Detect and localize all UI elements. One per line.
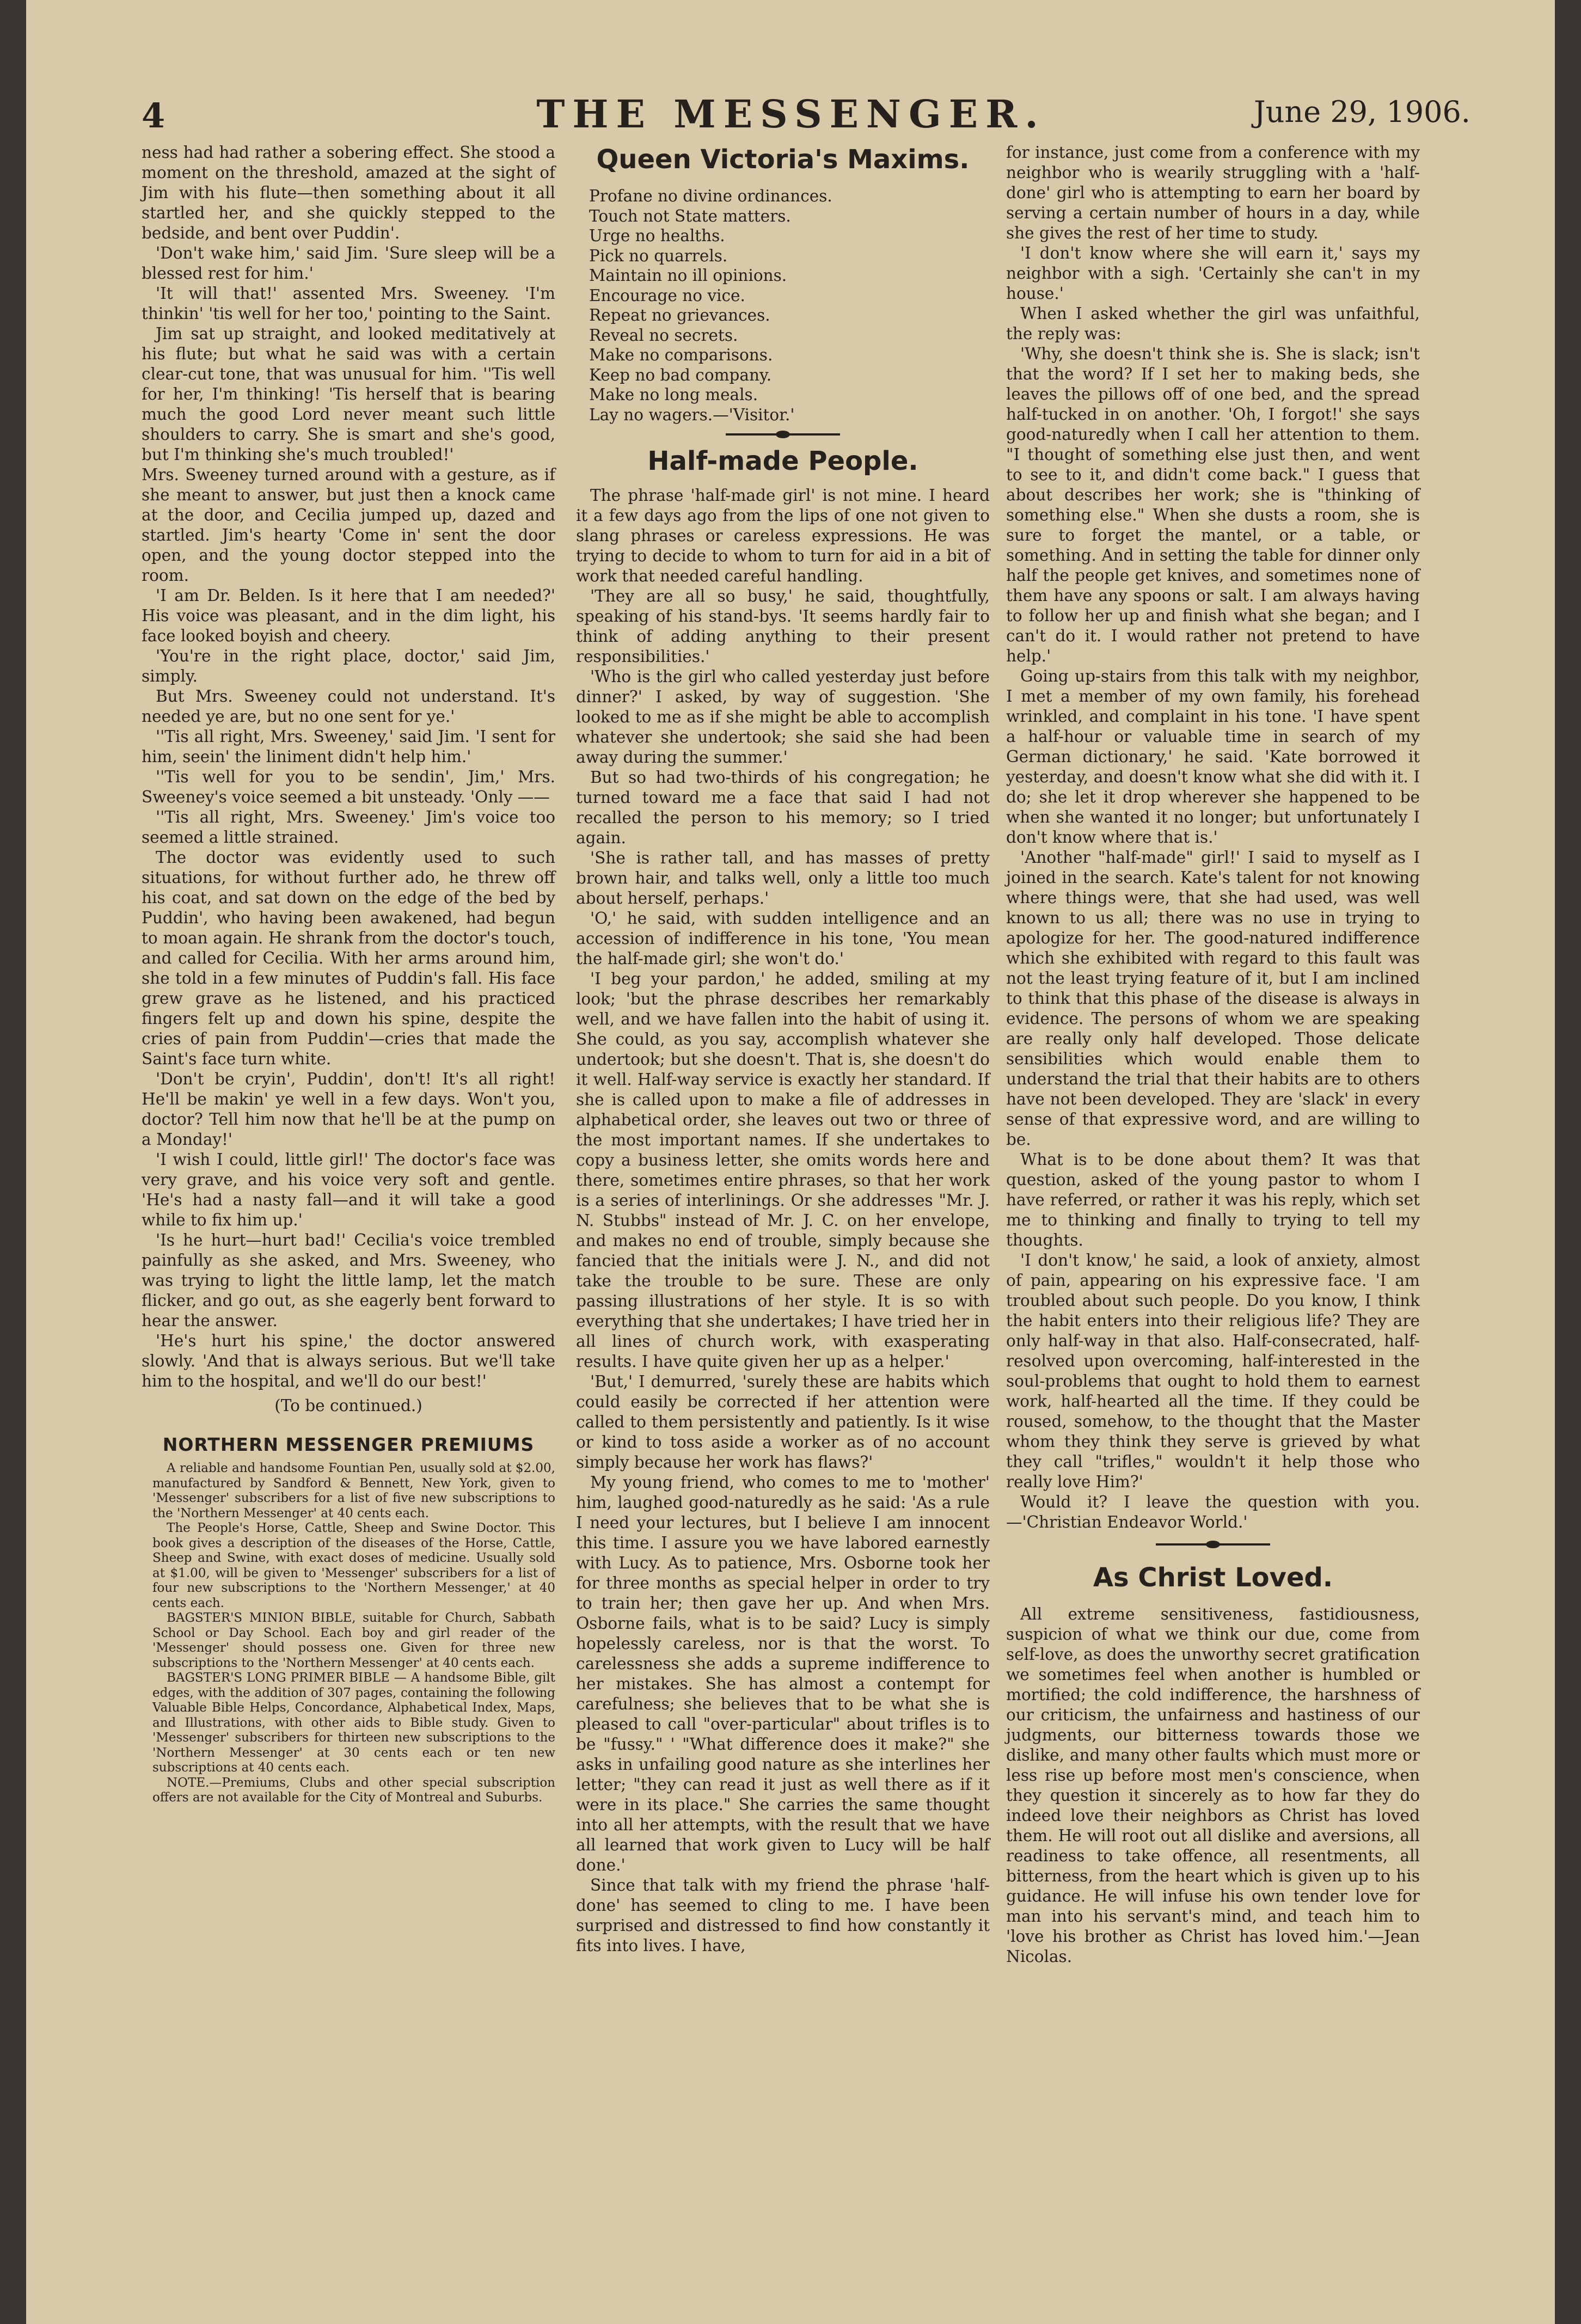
article-paragraph: 'Who is the girl who called yesterday just before dinner?' I asked, by way of suggestion. 'She looked to me as if she might be able to accomplish whatever she undertook; she said she had been away during the summer.' [576, 667, 990, 767]
column-2 [576, 143, 990, 1956]
to-be-continued: (To be continued.) [274, 1396, 422, 1415]
premium-item: BAGSTER'S LONG PRIMER BIBLE — A handsome Bible, gilt edges, with the addition of 307 pages, containing the following Valuable Bible Helps, Concordance, Alphabetical Index, Maps, and Illustrations, with other aids to Bible study. Given to 'Messenger' subscribers for thirteen new subscriptions to the 'Northern Messenger' at 30 cents each or ten new subscriptions at 40 cents each. [152, 1671, 555, 1775]
article-paragraph: 'O,' he said, with sudden intelligence and an accession of indifference in his tone, 'You mean the half-made girl; she won't do.' [576, 909, 990, 968]
article-paragraph: Would it? I leave the question with you. —'Christian Endeavor World.' [1006, 1493, 1420, 1531]
maxim-line: Encourage no vice. [589, 286, 745, 305]
story-paragraph: ''Tis all right, Mrs. Sweeney,' said Jim. 'I sent for him, seein' the liniment didn't help him.' [142, 727, 555, 766]
article-paragraph: 'Another "half-made" girl!' I said to myself as I joined in the search. Kate's talent for not knowing where things were, that she had used, was well known to us all; there was no use in trying to apologize for her. The good-natured indifference which she exhibited with regard to this fault was not the least trying feature of it, but I am inclined to think that this phase of the disease is always in evidence. The persons of whom we are speaking are really only half developed. Those delicate sensibilities which would enable them to understand the trial that their habits are to others have not been developed. They are 'slack' in every sense of that expressive word, and are willing to be. [1006, 848, 1420, 1149]
article-paragraph: 'I don't know,' he said, a look of anxiety, almost of pain, appearing on his expressive face. 'I am troubled about such people. Do you know, I think the habit enters into their religious life? They are only half-way in that also. Half-consecrated, half-resolved upon overcoming, half-interested in the soul-problems that ought to hold them to earnest work, half-hearted all the time. If they could be roused, somehow, to the thought that the Master whom they think they serve is grieved by what they call "trifles," wouldn't it help those who really love Him?' [1006, 1251, 1420, 1491]
maxim-line: Touch not State matters. [589, 206, 791, 225]
maxims-heading: Queen Victoria's Maxims. [596, 144, 970, 175]
story-paragraph: 'It will that!' assented Mrs. Sweeney. 'I'm thinkin' 'tis well for her too,' pointing to the Saint. [142, 284, 555, 323]
article-paragraph: 'Why, she doesn't think she is. She is slack; isn't that the word? If I set her to making beds, she leaves the pillows off of one bed, and the spread half-tucked in on another. 'Oh, I forgot!' she says good-naturedly when I call her attention to them. "I thought of something else just then, and went to see to it, and didn't come back." I guess that about describes her work; she is "thinking of something else." When she dusts a room, she is sure to forget the mantel, or a table, or something. And in setting the table for dinner only half the people get knives, and sometimes none of them have any spoons or salt. I am always having to follow her up and finish what she began; and I can't do it. I would rather not pretend to have help.' [1006, 345, 1420, 665]
maxim-line: Keep no bad company. [589, 365, 772, 384]
article-paragraph: Since that talk with my friend the phrase 'half-done' has seemed to cling to me. I have been surprised and distressed to find how constantly it fits into lives. I have, [576, 1876, 990, 1955]
newspaper-page [26, 0, 1555, 2324]
story-paragraph: 'I am Dr. Belden. Is it here that I am needed?' His voice was pleasant, and in the dim light, his face looked boyish and cheery. [142, 586, 555, 645]
story-paragraph: 'I wish I could, little girl!' The doctor's face was very grave, and his voice very soft and gentle. 'He's had a nasty fall—and it will take a good while to fix him up.' [142, 1150, 555, 1229]
maxim-line: Make no comparisons. [589, 346, 773, 364]
story-paragraph: ''Tis all right, Mrs. Sweeney.' Jim's voice too seemed a little strained. [142, 808, 555, 847]
story-paragraph: ''Tis well for you to be sendin', Jim,' Mrs. Sweeney's voice seemed a bit unsteady. 'Only —— [142, 768, 555, 806]
maxim-line: Make no long meals. [589, 385, 758, 404]
issue-date: June 29, 1906. [1254, 95, 1470, 129]
premium-item: BAGSTER'S MINION BIBLE, suitable for Church, Sabbath School or Day School. Each boy and girl reader of the 'Messenger' should possess one. Given for three new subscriptions to the 'Northern Messenger' at 40 cents each. [152, 1611, 555, 1670]
article-paragraph: 'I beg your pardon,' he added, smiling at my look; 'but the phrase describes her remarkably well, and we have fallen into the habit of using it. She could, as you say, accomplish whatever she undertook; but she doesn't. That is, she doesn't do it well. Half-way service is exactly her standard. If she is called upon to make a file of addresses in alphabetical order, she leaves out two or three of the most important names. If she undertakes to copy a business letter, she omits words here and there, sometimes entire phrases, so that her work is a series of interlinings. Or she addresses "Mr. J. N. Stubbs" instead of Mr. J. C. on her envelope, and makes no end of trouble, simply because she fancied that the initials were J. N., and did not take the trouble to be sure. These are only passing illustrations of her style. It is so with everything that she undertakes; I have tried her in all lines of church work, with exasperating results. I have quite given her up as a helper.' [576, 970, 990, 1371]
story-paragraph: Jim sat up straight, and looked meditatively at his flute; but what he said was with a certain clear-cut tone, that was unusual for him. ''Tis well for her, I'm thinking! 'Tis herself that is bearing much the good Lord never meant such little shoulders to carry. She is smart and she's good, but I'm thinking she's much troubled!' [142, 324, 555, 464]
article-paragraph: What is to be done about them? It was that question, asked of the young pastor to whom I have referred, or rather it was his reply, which set me to thinking and finally to trying to tell my thoughts. [1006, 1150, 1420, 1249]
article-paragraph: 'She is rather tall, and has masses of pretty brown hair, and talks well, only a little too much about herself, perhaps.' [576, 849, 990, 907]
christ-loved-heading: As Christ Loved. [1093, 1562, 1333, 1593]
story-paragraph: But Mrs. Sweeney could not understand. It's needed ye are, but no one sent for ye.' [142, 687, 555, 726]
story-paragraph: 'You're in the right place, doctor,' said Jim, simply. [142, 647, 555, 685]
article-paragraph: When I asked whether the girl was unfaithful, the reply was: [1006, 304, 1420, 343]
premium-item: A reliable and handsome Fountian Pen, usually sold at $2.00, manufactured by Sandford & Bennett, New York, given to 'Messenger' subscribers for a list of five new subscriptions to the 'Northern Messenger' at 40 cents each. [152, 1461, 555, 1520]
article-paragraph: Going up-stairs from this talk with my neighbor, I met a member of my own family, his forehead wrinkled, and complaint in his tone. 'I have spent a half-hour or valuable time in search of my German dictionary,' he said. 'Kate borrowed it yesterday, and doesn't know what she did with it. I do; she let it drop wherever she happened to be when she wanted it no longer; but unfortunately I don't know where that is.' [1006, 667, 1420, 847]
article-paragraph: 'They are all so busy,' he said, thoughtfully, speaking of his stand-bys. 'It seems hardly fair to think of adding anything to their present responsibilities.' [576, 587, 990, 666]
section-divider [1156, 1543, 1270, 1546]
premiums-heading: NORTHERN MESSENGER PREMIUMS [162, 1434, 535, 1455]
newspaper-title: THE MESSENGER. [536, 91, 1046, 137]
article-paragraph: for instance, just come from a conference with my neighbor who is wearily struggling with a 'half-done' girl who is attempting to earn her board by serving a certain number of hours in a day, while she gives the rest of her time to study. [1006, 143, 1420, 242]
premium-item: The People's Horse, Cattle, Sheep and Swine Doctor. This book gives a description of the diseases of the Horse, Cattle, Sheep and Swine, with exact doses of medicine. Usually sold at $1.00, will be given to 'Messenger' subscribers for a list of four new subscriptions to the 'Northern Messenger,' at 40 cents each. [152, 1521, 555, 1610]
section-divider [726, 433, 840, 436]
maxims-list [576, 186, 990, 425]
story-paragraph: 'Don't wake him,' said Jim. 'Sure sleep will be a blessed rest for him.' [142, 244, 555, 283]
maxim-line: Reveal no secrets. [589, 326, 738, 345]
maxim-line: Pick no quarrels. [589, 246, 728, 265]
story-paragraph: The doctor was evidently used to such situations, for without further ado, he threw off his coat, and sat down on the edge of the bed by Puddin', who having been awakened, had begun to moan again. He shrank from the doctor's touch, and called for Cecilia. With her arms around him, she told in a few minutes of Puddin's fall. His face grew grave as he listened, and his practiced fingers felt up and down his spine, despite the cries of pain from Puddin'—cries that made the Saint's face turn white. [142, 848, 555, 1068]
article-paragraph: All extreme sensitiveness, fastidiousness, suspicion of what we think our due, come from self-love, as does the unworthy secret gratification we sometimes feel when another is humbled or mortified; the cold indifference, the harshness of our criticism, the unfairness and hastiness of our judgments, our bitterness towards those we dislike, and many other faults which must more or less rise up before most men's conscience, when they question it sincerely as to how far they do indeed love their neighbors as Christ has loved them. He will root out all dislike and aversions, all readiness to take offence, all resentments, all bitterness, from the heart which is given up to his guidance. He will infuse his own tender love for man into his servant's mind, and teach him to 'love his brother as Christ has loved him.'—Jean Nicolas. [1006, 1605, 1420, 1966]
story-paragraph: ness had had rather a sobering effect. She stood a moment on the threshold, amazed at the sight of Jim with his flute—then something about it all startled her, and she quickly stepped to the bedside, and bent over Puddin'. [142, 143, 555, 242]
story-paragraph: Mrs. Sweeney turned around with a gesture, as if she meant to answer, but just then a knock came at the door, and Cecilia jumped up, dazed and startled. Jim's hearty 'Come in' sent the door open, and the young doctor stepped into the room. [142, 465, 555, 585]
masthead [26, 91, 1555, 140]
article-paragraph: The phrase 'half-made girl' is not mine. I heard it a few days ago from the lips of one not given to slang phrases or careless expressions. He was trying to decide to whom to turn for aid in a bit of work that needed careful handling. [576, 486, 990, 585]
column-1 [142, 143, 555, 1806]
article-paragraph: But so had two-thirds of his congregation; he turned toward me a face that said I had not recalled the person to his memory; so I tried again. [576, 768, 990, 847]
story-paragraph: 'Don't be cryin', Puddin', don't! It's all right! He'll be makin' ye well in a few days. Won't you, doctor? Tell him now that he'll be at the pump on a Monday!' [142, 1070, 555, 1149]
page-number: 4 [142, 96, 166, 136]
article-paragraph: 'But,' I demurred, 'surely these are habits which could easily be corrected if her attention were called to them persistently and patiently. Is it wise or kind to toss aside a worker as of no account simply because her work has flaws?' [576, 1372, 990, 1471]
story-paragraph: 'He's hurt his spine,' the doctor answered slowly. 'And that is always serious. But we'll take him to the hospital, and we'll do our best!' [142, 1332, 555, 1390]
article-paragraph: My young friend, who comes to me to 'mother' him, laughed good-naturedly as he said: 'As a rule I need your lectures, but I believe I am innocent this time. I assure you we have labored earnestly with Lucy. As to patience, Mrs. Osborne took her for three months as special helper in order to try to train her; then gave her up. And when Mrs. Osborne fails, what is to be said? Lucy is simply hopelessly careless, nor is that the worst. To carelessness she adds a supreme indifference to her mistakes. She has almost a contempt for carefulness; she believes that to be what she is pleased to call "over-particular" about trifles is to be "fussy." ' "What difference does it make?" she asks in unfailing good nature as she interlines her letter; "they can read it just as well there as if it were in its place." She carries the same thought into all her attempts, with the result that we have all learned that work given to Lucy will be half done.' [576, 1473, 990, 1874]
maxim-line: Urge no healths. [589, 226, 725, 245]
half-made-heading: Half-made People. [647, 446, 918, 476]
maxim-line: Maintain no ill opinions. [589, 266, 787, 285]
maxim-line: Lay no wagers.—'Visitor.' [589, 405, 795, 424]
column-3 [1006, 143, 1420, 1967]
article-paragraph: 'I don't know where she will earn it,' says my neighbor with a sigh. 'Certainly she can't in my house.' [1006, 244, 1420, 303]
maxim-line: Repeat no grievances. [589, 306, 770, 324]
premium-note: NOTE.—Premiums, Clubs and other special subscription offers are not available for the City of Montreal and Suburbs. [152, 1775, 555, 1805]
story-paragraph: 'Is he hurt—hurt bad!' Cecilia's voice trembled painfully as she asked, and Mrs. Sweeney, who was trying to light the little lamp, let the match flicker, and go out, as she eagerly bent forward to hear the answer. [142, 1231, 555, 1330]
maxim-line: Profane no divine ordinances. [589, 187, 832, 205]
